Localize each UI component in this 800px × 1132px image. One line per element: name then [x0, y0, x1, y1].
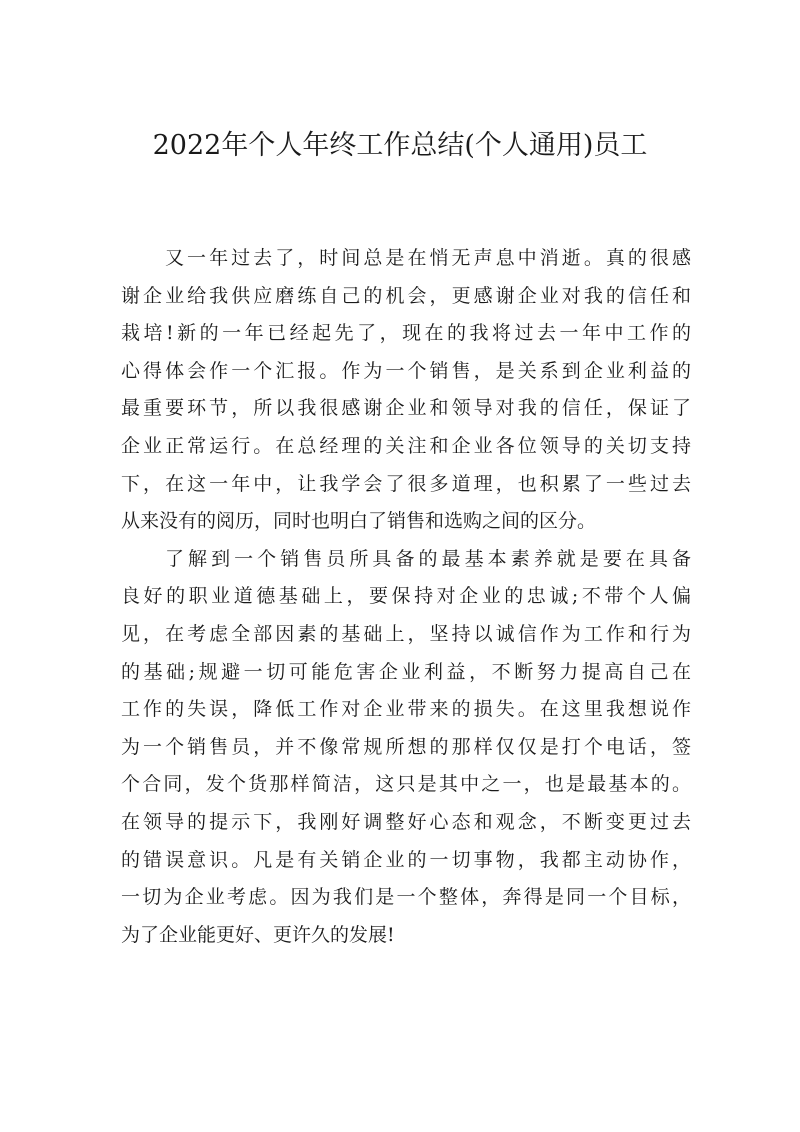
paragraph-1-line-8: 从来没有的阅历，同时也明白了销售和选购之间的区分。 — [121, 510, 597, 533]
document-body — [121, 240, 691, 954]
paragraph-1-line-3: 栽培!新的一年已经起先了，现在的我将过去一年中工作的 — [121, 322, 691, 345]
paragraph-1-line-2: 谢企业给我供应磨练自己的机会，更感谢企业对我的信任和 — [121, 284, 691, 307]
paragraph-2-line-10: 一切为企业考虑。因为我们是一个整体，奔得是同一个目标， — [121, 886, 691, 909]
paragraph-1-line-1: 又一年过去了，时间总是在悄无声息中消逝。真的很感 — [165, 247, 691, 269]
paragraph-2-line-1: 了解到一个销售员所具备的最基本素养就是要在具备 — [165, 547, 691, 570]
paragraph-1-line-6: 企业正常运行。在总经理的关注和企业各位领导的关切支持 — [121, 434, 691, 457]
paragraph-2-line-8: 在领导的提示下，我刚好调整好心态和观念，不断变更过去 — [121, 810, 691, 833]
paragraph-1-line-4: 心得体会作一个汇报。作为一个销售，是关系到企业利益的 — [121, 359, 691, 382]
paragraph-2-line-7: 个合同，发个货那样简洁，这只是其中之一，也是最基本的。 — [121, 773, 691, 796]
paragraph-1-line-5: 最重要环节，所以我很感谢企业和领导对我的信任，保证了 — [121, 397, 691, 420]
paragraph-2-line-9: 的错误意识。凡是有关销企业的一切事物，我都主动协作， — [121, 848, 691, 871]
paragraph-2-line-11: 为了企业能更好、更许久的发展! — [121, 923, 395, 946]
paragraph-1-line-7: 下，在这一年中，让我学会了很多道理，也积累了一些过去 — [121, 472, 691, 495]
paragraph-2-line-4: 的基础;规避一切可能危害企业利益，不断努力提高自己在 — [121, 660, 691, 683]
paragraph-2-line-6: 为一个销售员，并不像常规所想的那样仅仅是打个电话，签 — [121, 735, 691, 758]
paragraph-2-line-5: 工作的失误，降低工作对企业带来的损失。在这里我想说作 — [121, 698, 691, 721]
document-title: 2022年个人年终工作总结(个人通用)员工 — [152, 130, 648, 161]
paragraph-2-line-3: 见，在考虑全部因素的基础上，坚持以诚信作为工作和行为 — [121, 622, 691, 645]
paragraph-2-line-2: 良好的职业道德基础上，要保持对企业的忠诚;不带个人偏 — [121, 585, 691, 608]
